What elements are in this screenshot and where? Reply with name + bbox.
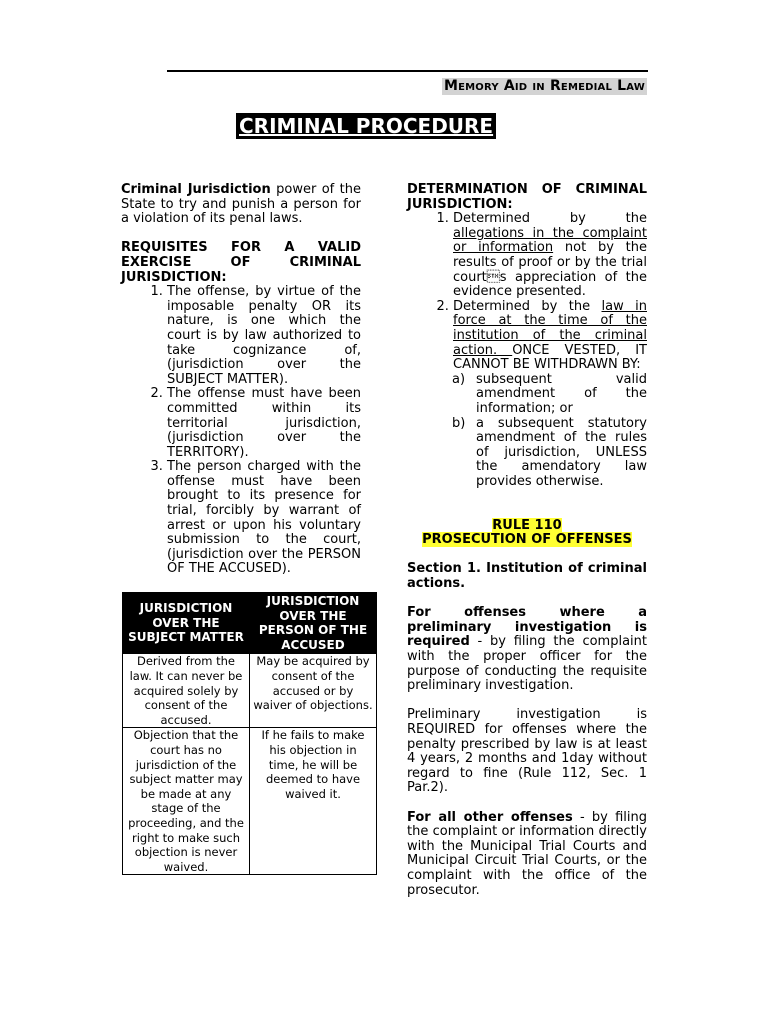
table-cell: Objection that the court has no jurisdiction of the subject matter may be made at any stage of the proceeding, and the right to make such objection is never waived. [123,728,250,875]
jurisdiction-term: Criminal Jurisdiction [121,182,271,197]
section1-heading: Section 1. Institution of criminal actions. [407,561,647,592]
jurisdiction-definition-text: power of the State to try and punish a person for a violation of its penal laws. [121,182,361,227]
top-rule [167,70,648,72]
requisites-list [121,285,361,577]
criminal-jurisdiction-definition [121,183,361,227]
table-cell: Derived from the law. It can never be acquired solely by consent of the accused. [123,654,250,728]
table-header-person-accused: JURISDICTION OVER THE PERSON OF THE ACCUSED [250,593,377,654]
pi-required-paragraph: Preliminary investigation is REQUIRED for offenses where the penalty prescribed by law is at least 4 years, 2 months and 1day without regard to fine (Rule 112, Sec. 1 Par.2). [407,707,647,796]
pi-offenses-paragraph: For offenses where a preliminary investigation is required - by filing the complaint with the proper officer for the purpose of conducting the requisite preliminary investigation. [407,605,647,694]
determination-heading: DETERMINATION OF CRIMINAL JURISDICTION: [407,182,647,212]
determination-item: 2. Determined by the law in force at the time of the institution of the criminal action. ONCE VESTED, IT CANNOT BE WITHDRAWN BY: a) subsequent valid amendment of the information; or b) a subsequent statutory amendment of the rules of jurisdiction, UNLESS the amendatory law provides otherwise. [453,300,647,490]
requisite-item: 3. The person charged with the offense must have been brought to its presence for trial, forcibly by warrant of arrest or upon his voluntary submission to the court, (jurisdiction over the PERSON OF THE ACCUSED). [167,460,361,577]
table-row [123,728,377,875]
table-cell: May be acquired by consent of the accused or by waiver of objections. [250,654,377,728]
other-offenses-paragraph: For all other offenses - by filing the complaint or information directly with the Municipal Trial Courts and Municipal Circuit Trial Courts, or the complaint with the office of the prosecutor. [407,809,647,898]
requisite-item: 1. The offense, by virtue of the imposable penalty OR its nature, is one which the court is by law authorized to take cognizance of, (jurisdiction over the SUBJECT MATTER). [167,285,361,387]
rule-number: RULE 110 [492,517,562,533]
rule-title: PROSECUTION OF OFFENSES [422,532,632,548]
determination-list [407,212,647,489]
sublist-item: a) subsequent valid amendment of the information; or [452,371,647,416]
withdrawal-sublist [453,373,647,490]
determination-item: 1. Determined by the allegations in the complaint or information not by the results of proof or by the trial courts appreciation of the evidence presented. [453,212,647,300]
table-header-subject-matter: JURISDICTION OVER THE SUBJECT MATTER [123,593,250,654]
requisite-item: 2. The offense must have been committed within its territorial jurisdiction, (jurisdiction over the TERRITORY). [167,387,361,460]
page-title: CRIMINAL PROCEDURE [236,113,496,139]
table-cell: If he fails to make his objection in time, he will be deemed to have waived it. [250,728,377,875]
sublist-item: b) a subsequent statutory amendment of the rules of jurisdiction, UNLESS the amendatory law provides otherwise. [452,415,647,489]
right-column [407,183,647,898]
requisites-heading: REQUISITES FOR A VALID EXERCISE OF CRIMINAL JURISDICTION: [121,240,361,285]
running-header: Memory Aid in Remedial Law [443,78,645,94]
left-column [121,183,361,577]
table-row [123,654,377,728]
jurisdiction-comparison-table [122,592,377,875]
